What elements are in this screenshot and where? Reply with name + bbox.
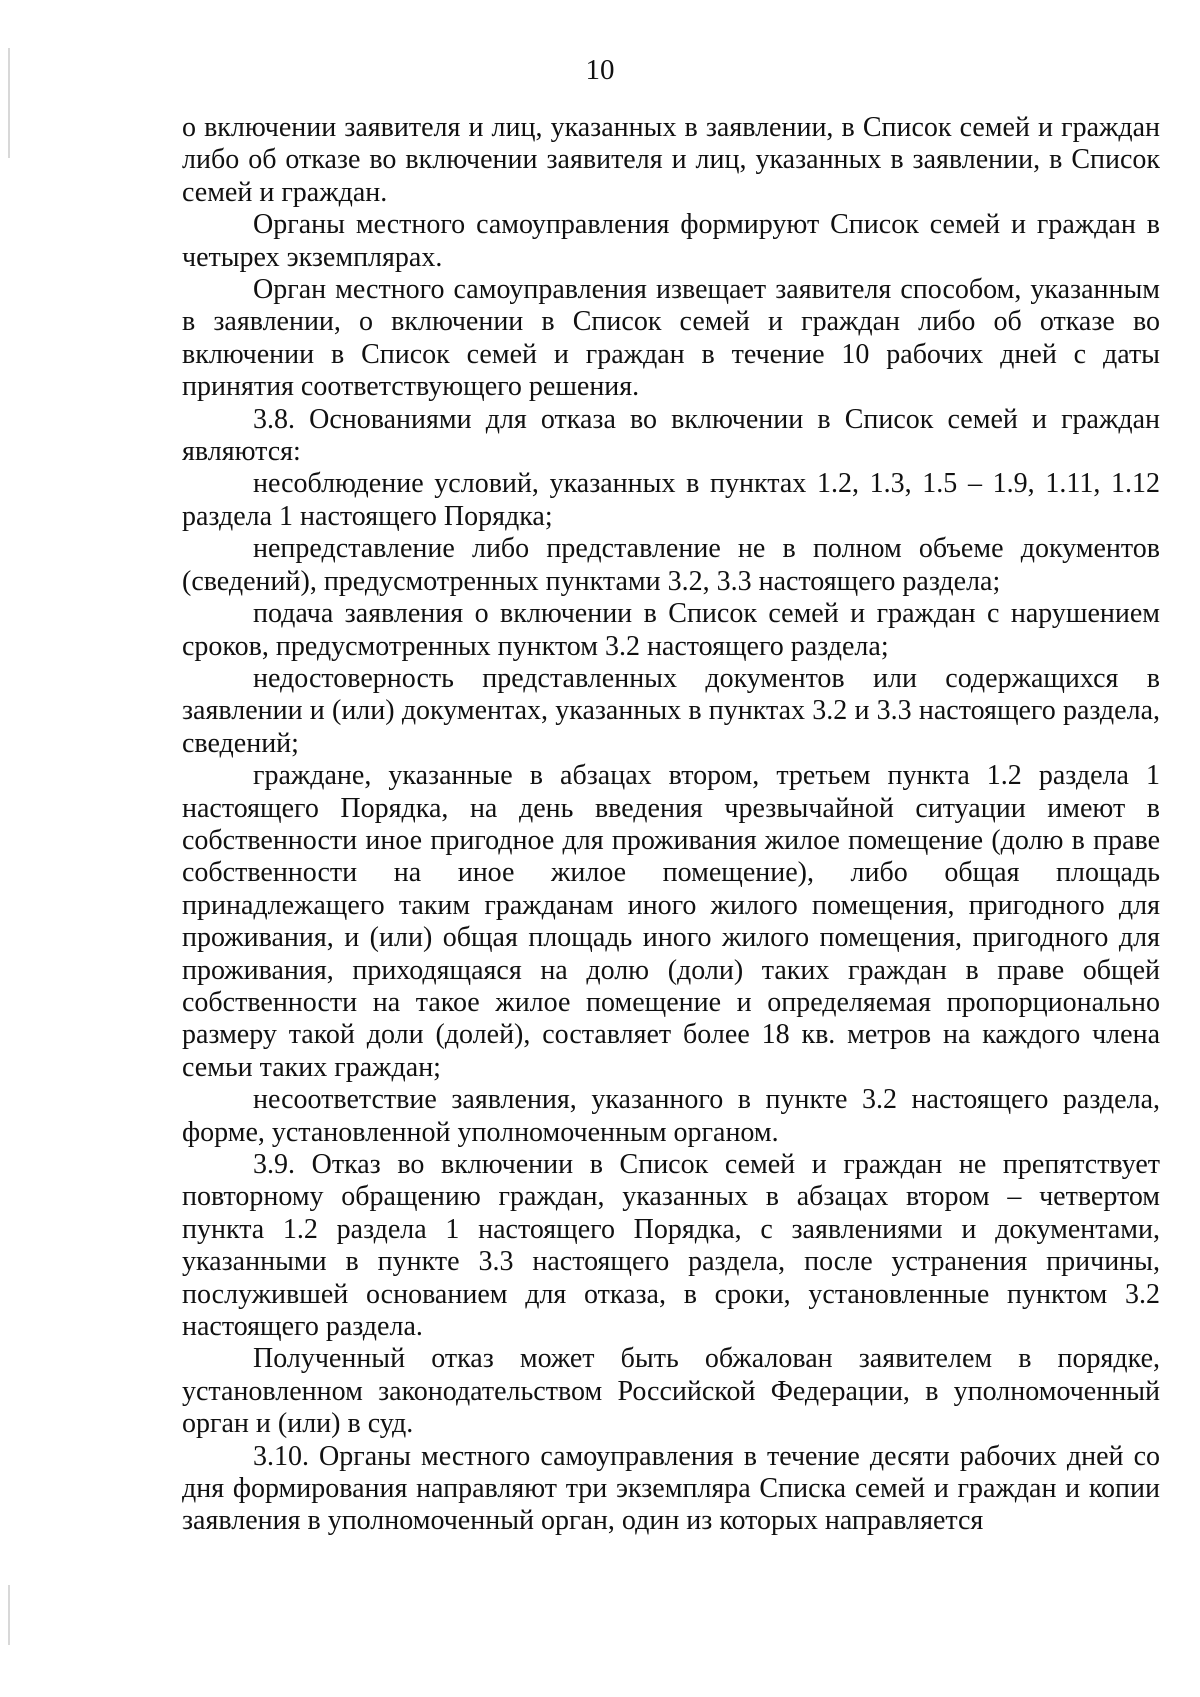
paragraph-list-item: несоответствие заявления, указанного в пункте 3.2 настоящего раздела, форме, установленной уполномоченным органом. xyxy=(182,1084,1160,1148)
paragraph-list-item: непредставление либо представление не в полном объеме документов (сведений), предусмотренных пунктами 3.2, 3.3 настоящего раздела; xyxy=(182,533,1160,597)
document-body xyxy=(182,112,1160,1538)
paragraph-list-item: граждане, указанные в абзацах втором, третьем пункта 1.2 раздела 1 настоящего Порядка, на день введения чрезвычайной ситуации имеют в собственности иное пригодное для проживания жилое помещение (долю в праве собственности на иное жилое помещение), либо общая площадь принадлежащего таким гражданам иного жилого помещения, пригодного для проживания, и (или) общая площадь иного жилого помещения, пригодного для проживания, приходящаяся на долю (доли) таких граждан в праве общей собственности на такое жилое помещение и определяемая пропорционально размеру такой доли (долей), составляет более 18 кв. метров на каждого члена семьи таких граждан; xyxy=(182,760,1160,1083)
scan-edge-mark xyxy=(8,1585,10,1645)
paragraph-list-item: несоблюдение условий, указанных в пунктах 1.2, 1.3, 1.5 – 1.9, 1.11, 1.12 раздела 1 настоящего Порядка; xyxy=(182,468,1160,532)
paragraph: Органы местного самоуправления формируют Список семей и граждан в четырех экземплярах. xyxy=(182,209,1160,273)
paragraph-clause-3-9: 3.9. Отказ во включении в Список семей и граждан не препятствует повторному обращению граждан, указанных в абзацах втором – четвертом пункта 1.2 раздела 1 настоящего Порядка, с заявлениями и документами, указанными в пункте 3.3 настоящего раздела, после устранения причины, послужившей основанием для отказа, в сроки, установленные пунктом 3.2 настоящего раздела. xyxy=(182,1149,1160,1343)
page-number: 10 xyxy=(585,54,615,86)
paragraph-clause-3-8: 3.8. Основаниями для отказа во включении в Список семей и граждан являются: xyxy=(182,403,1160,468)
paragraph: Орган местного самоуправления извещает заявителя способом, указанным в заявлении, о включении в Список семей и граждан либо об отказе во включении в Список семей и граждан в течение 10 рабочих дней с даты принятия соответствующего решения. xyxy=(182,274,1160,403)
paragraph-clause-3-10: 3.10. Органы местного самоуправления в течение десяти рабочих дней со дня формирования направляют три экземпляра Списка семей и граждан и копии заявления в уполномоченный орган, один из которых направляется xyxy=(182,1440,1160,1537)
paragraph-list-item: недостоверность представленных документов или содержащихся в заявлении и (или) документах, указанных в пунктах 3.2 и 3.3 настоящего раздела, сведений; xyxy=(182,662,1160,759)
paragraph-continuation: о включении заявителя и лиц, указанных в заявлении, в Список семей и граждан либо об отказе во включении заявителя и лиц, указанных в заявлении, в Список семей и граждан. xyxy=(182,112,1160,208)
paragraph-list-item: подача заявления о включении в Список семей и граждан с нарушением сроков, предусмотренных пунктом 3.2 настоящего раздела; xyxy=(182,598,1160,662)
paragraph: Полученный отказ может быть обжалован заявителем в порядке, установленном законодательством Российской Федерации, в уполномоченный орган и (или) в суд. xyxy=(182,1343,1160,1440)
